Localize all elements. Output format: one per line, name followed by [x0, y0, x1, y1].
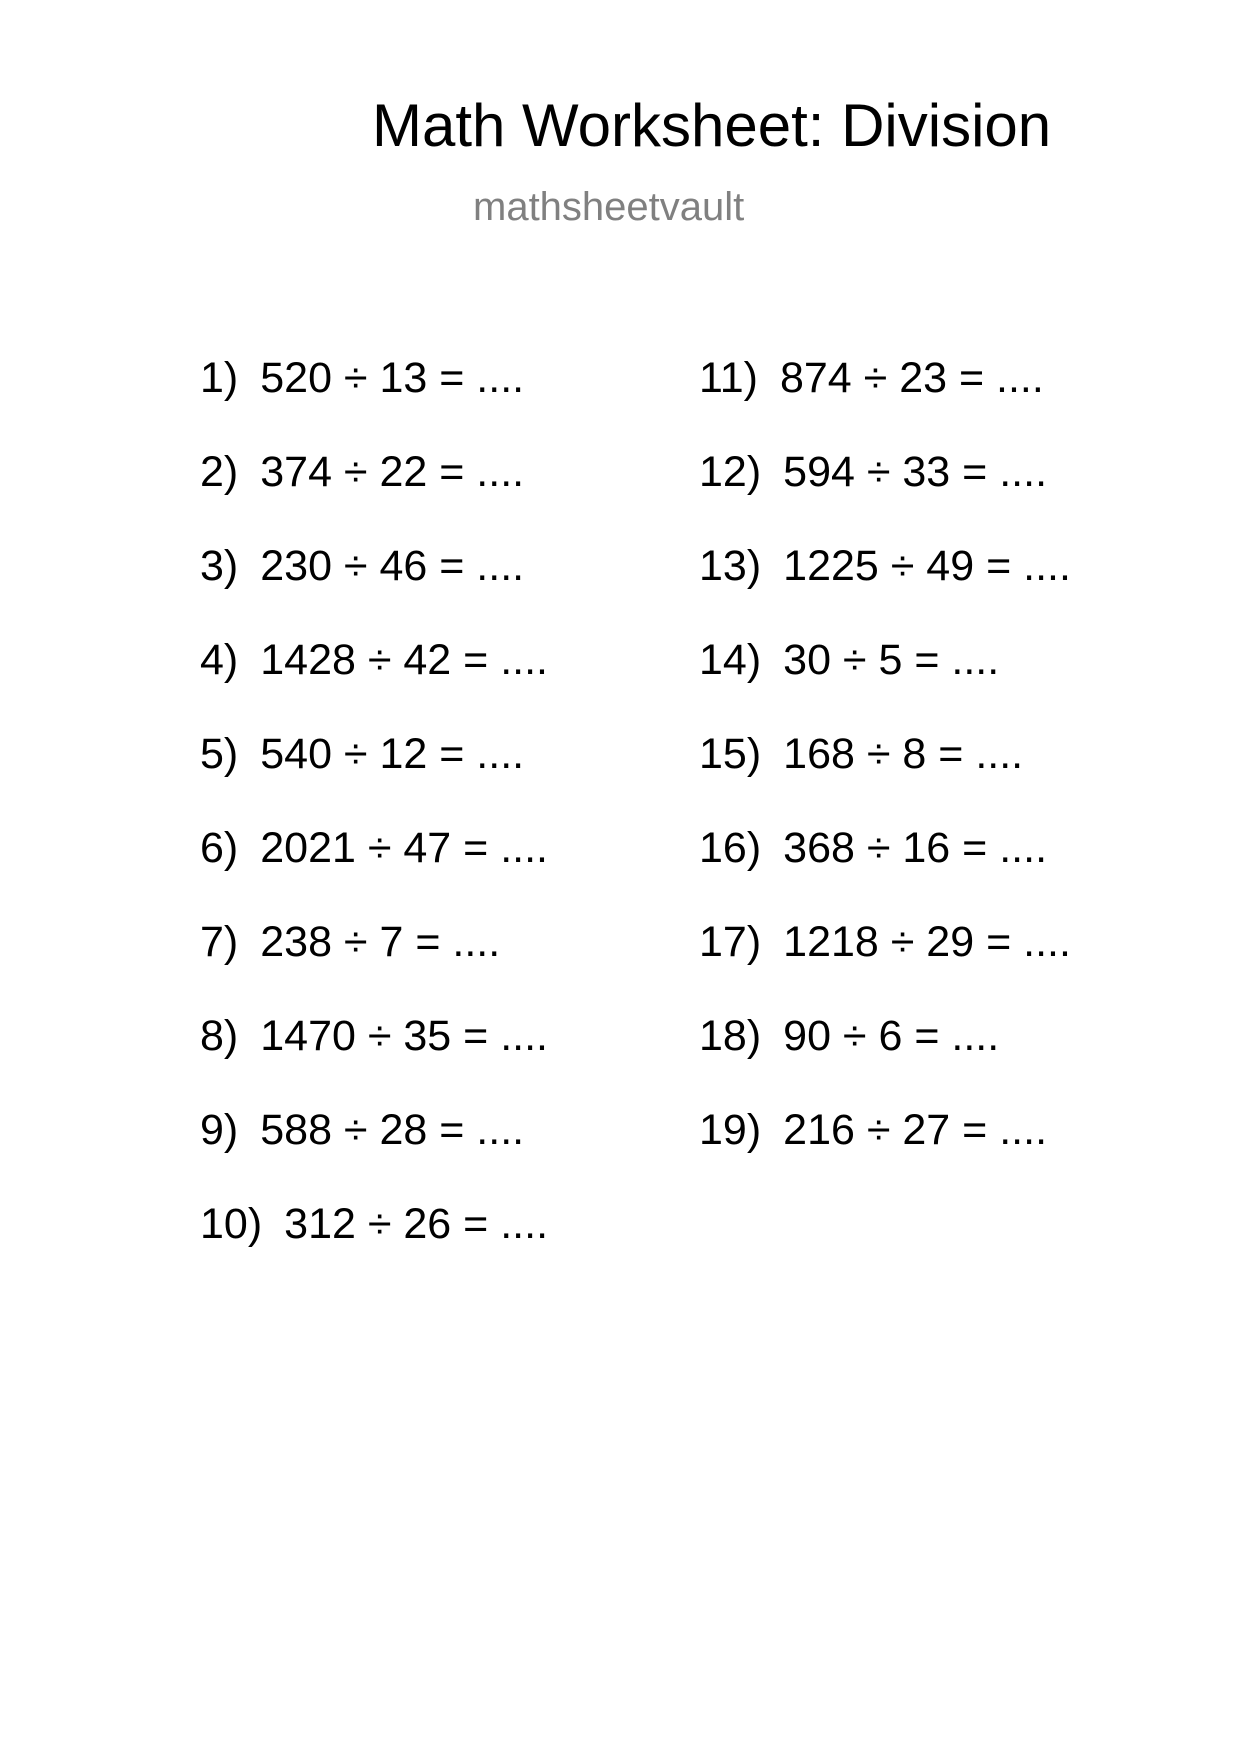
problem-item	[699, 730, 1024, 778]
problem-expression: 1218 ÷ 29 = ....	[783, 918, 1071, 966]
problem-number: 13)	[699, 542, 762, 590]
problem-item	[200, 542, 525, 590]
problem-number: 5)	[200, 730, 239, 778]
problem-expression: 238 ÷ 7 = ....	[260, 918, 501, 966]
problem-expression: 374 ÷ 22 = ....	[260, 448, 525, 496]
problem-item	[200, 1106, 525, 1154]
problem-expression: 520 ÷ 13 = ....	[260, 354, 525, 402]
problem-expression: 874 ÷ 23 = ....	[779, 354, 1044, 402]
problem-number: 15)	[699, 730, 762, 778]
problem-number: 4)	[200, 636, 239, 684]
problem-expression: 168 ÷ 8 = ....	[783, 730, 1024, 778]
problem-number: 12)	[699, 448, 762, 496]
problem-item	[200, 1012, 549, 1060]
problem-item	[200, 354, 525, 402]
problem-number: 9)	[200, 1106, 239, 1154]
problem-number: 11)	[699, 354, 758, 402]
problem-number: 14)	[699, 636, 762, 684]
problem-item	[200, 636, 549, 684]
problem-number: 3)	[200, 542, 239, 590]
problem-expression: 540 ÷ 12 = ....	[260, 730, 525, 778]
problem-item	[200, 824, 549, 872]
problem-item	[200, 448, 525, 496]
problem-item	[699, 824, 1048, 872]
problem-expression: 594 ÷ 33 = ....	[783, 448, 1048, 496]
problem-number: 6)	[200, 824, 239, 872]
problem-number: 8)	[200, 1012, 239, 1060]
problem-number: 10)	[200, 1200, 263, 1248]
brand-name: mathsheetvault	[473, 185, 745, 229]
problem-number: 19)	[699, 1106, 762, 1154]
problem-item	[699, 918, 1071, 966]
problem-expression: 2021 ÷ 47 = ....	[260, 824, 549, 872]
problem-item	[699, 448, 1048, 496]
problem-expression: 90 ÷ 6 = ....	[783, 1012, 1000, 1060]
problem-expression: 368 ÷ 16 = ....	[783, 824, 1048, 872]
problem-expression: 216 ÷ 27 = ....	[783, 1106, 1048, 1154]
problem-number: 1)	[200, 354, 239, 402]
problem-number: 16)	[699, 824, 762, 872]
problem-item	[699, 354, 1044, 402]
problem-number: 7)	[200, 918, 239, 966]
problem-item	[699, 542, 1071, 590]
problem-expression: 588 ÷ 28 = ....	[260, 1106, 525, 1154]
problem-expression: 30 ÷ 5 = ....	[783, 636, 1000, 684]
problem-item	[699, 1106, 1048, 1154]
problem-expression: 1225 ÷ 49 = ....	[783, 542, 1071, 590]
problem-item	[699, 1012, 1000, 1060]
problem-item	[699, 636, 1000, 684]
worksheet-title: Math Worksheet: Division	[372, 92, 1052, 159]
problem-expression: 312 ÷ 26 = ....	[284, 1200, 549, 1248]
problem-expression: 1470 ÷ 35 = ....	[260, 1012, 549, 1060]
problem-number: 17)	[699, 918, 762, 966]
problem-expression: 1428 ÷ 42 = ....	[260, 636, 549, 684]
problem-number: 18)	[699, 1012, 762, 1060]
problem-item	[200, 730, 525, 778]
problem-item	[200, 918, 501, 966]
problem-expression: 230 ÷ 46 = ....	[260, 542, 525, 590]
problem-item	[200, 1200, 549, 1248]
problem-number: 2)	[200, 448, 239, 496]
